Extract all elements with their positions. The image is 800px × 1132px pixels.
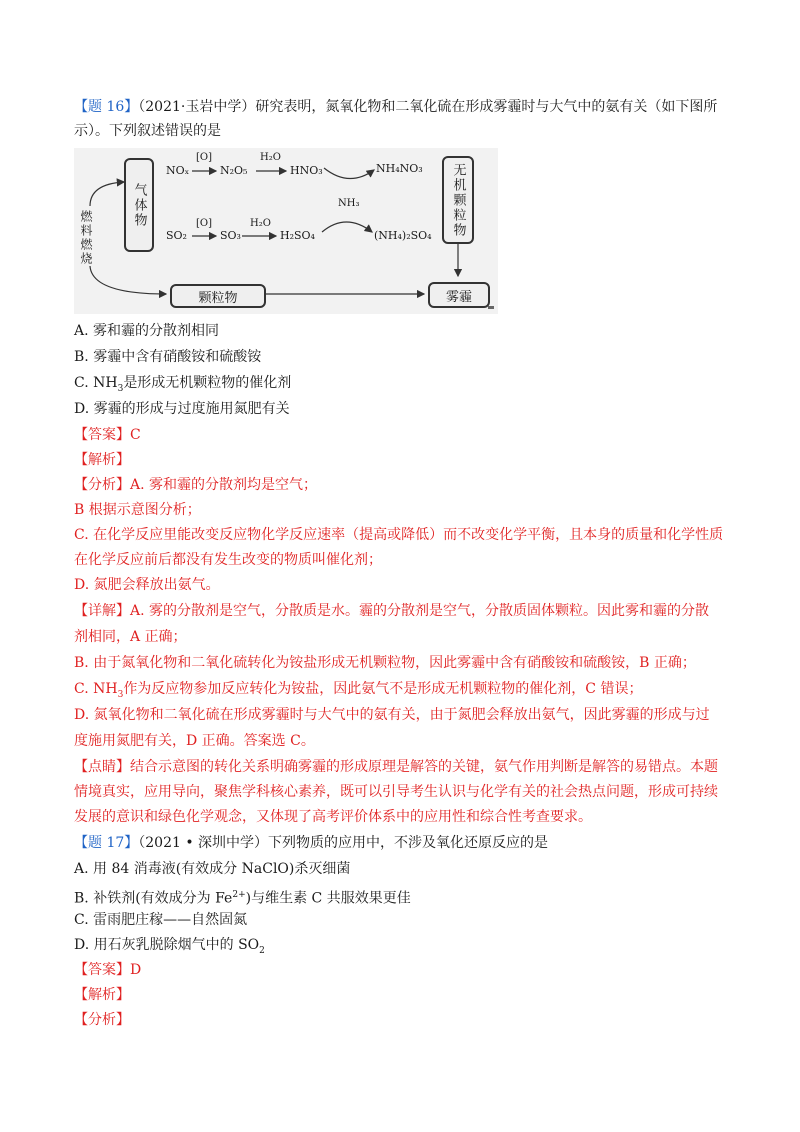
q16-analysis-4: 在化学反应前后都没有发生改变的物质叫催化剂； <box>74 552 382 568</box>
gas-box: 气体物 <box>124 158 154 252</box>
inorganic-particle-box: 无机颗粒物 <box>442 156 474 244</box>
q16-option-a: A. 雾和霾的分散剂相同 <box>74 323 220 339</box>
q17-option-d-sub: 2 <box>259 945 265 956</box>
q16-analysis-2: B 根据示意图分析； <box>74 502 201 518</box>
q16-option-c <box>74 374 291 398</box>
q17-jiexi: 【解析】 <box>74 987 130 1003</box>
q16-option-c-pre: C. NH <box>74 375 118 391</box>
water-label-1: H₂O <box>260 152 281 163</box>
q16-stem-text: （2021·玉岩中学）研究表明，氮氧化物和二氧化硫在形成雾霾时与大气中的氨有关（如下图所 <box>138 99 718 115</box>
q16-analysis-5: D. 氮肥会释放出氨气。 <box>74 577 220 593</box>
fuel-burning-label: 燃料燃烧 <box>79 210 93 266</box>
q17-option-b-post: )与维生素 C 共服效果更佳 <box>245 890 411 907</box>
particle-box: 颗粒物 <box>170 284 266 308</box>
q16-detail-1: 【详解】A. 雾的分散剂是空气，分散质是水。霾的分散剂是空气，分散质固体颗粒。因此雾和霾的分散 <box>74 603 710 619</box>
haze-box: 雾霾 <box>428 282 490 308</box>
q17-stem <box>74 834 548 852</box>
q16-analysis-1: 【分析】A. 雾和霾的分散剂均是空气； <box>74 477 318 493</box>
q16-detail-4: D. 氮氧化物和二氧化硫在形成雾霾时与大气中的氨有关，由于氮肥会释放出氨气，因此雾霾的形成与过 <box>74 707 710 723</box>
q16-detail-c <box>74 680 642 704</box>
q17-answer: 【答案】D <box>74 962 142 978</box>
q16-analysis-3: C. 在化学反应里能改变反应物化学反应速率（提高或降低）而不改变化学平衡，且本身的质量和化学性质 <box>74 527 724 543</box>
q16-option-b: B. 雾霾中含有硝酸铵和硫酸铵 <box>74 349 262 365</box>
hno3-formula: HNO₃ <box>290 164 323 177</box>
q17-option-d-pre: D. 用石灰乳脱除烟气中的 SO <box>74 937 260 953</box>
q16-dianjing-2: 情境真实，应用导向，聚焦学科核心素养，既可以引导考生认识与化学有关的社会热点问题，形成可持续 <box>74 784 718 800</box>
q17-option-a: A. 用 84 消毒液(有效成分 NaClO)杀灭细菌 <box>74 861 351 877</box>
nh4no3-formula: NH₄NO₃ <box>376 162 423 175</box>
q16-detail-c-post: 作为反应物参加反应转化为铵盐，因此氨气不是形成无机颗粒物的催化剂，C 错误； <box>123 681 643 697</box>
q16-answer: 【答案】C <box>74 427 141 443</box>
q16-detail-2: 剂相同，A 正确； <box>74 629 187 645</box>
n2o5-formula: N₂O₅ <box>220 164 248 177</box>
q16-stem-line1 <box>74 98 717 116</box>
q16-option-c-sub: 3 <box>117 383 124 394</box>
q16-option-c-post: 是形成无机颗粒物的催化剂 <box>123 375 292 391</box>
haze-formation-diagram <box>74 148 498 314</box>
q17-stem-text: （2021 • 深圳中学）下列物质的应用中，不涉及氧化还原反应的是 <box>138 835 549 851</box>
q16-detail-3: B. 由于氮氧化物和二氧化硫转化为铵盐形成无机颗粒物，因此雾霾中含有硝酸铵和硫酸铵，B 正确； <box>74 655 696 671</box>
oxidation-label-1: [O] <box>196 152 213 163</box>
q17-tag: 【题 17】 <box>74 835 139 851</box>
q16-dianjing-1: 【点睛】结合示意图的转化关系明确雾霾的形成原理是解答的关键，氨气作用判断是解答的易错点。本题 <box>74 759 718 775</box>
q16-jiexi: 【解析】 <box>74 452 130 468</box>
q17-option-b-pre: B. 补铁剂(有效成分为 Fe <box>74 890 233 907</box>
q16-detail-c-sub: 3 <box>117 689 124 700</box>
q17-option-b-sup: 2+ <box>232 890 246 900</box>
q16-tag: 【题 16】 <box>74 99 139 115</box>
q16-dianjing-3: 发展的意识和绿色化学观念，又体现了高考评价体系中的应用性和综合性考查要求。 <box>74 809 592 825</box>
q16-stem-line2: 示）。下列叙述错误的是 <box>74 123 221 139</box>
so3-formula: SO₃ <box>220 229 241 242</box>
q17-option-d <box>74 936 265 960</box>
water-label-2: H₂O <box>250 218 271 229</box>
q17-option-c: C. 雷雨肥庄稼——自然固氮 <box>74 912 248 928</box>
ammonia-label: NH₃ <box>338 198 360 209</box>
nh42so4-formula: (NH₄)₂SO₄ <box>374 229 432 242</box>
nox-formula: NOₓ <box>166 164 190 177</box>
q17-fenxi: 【分析】 <box>74 1012 130 1028</box>
q16-detail-5: 度施用氮肥有关，D 正确。答案选 C。 <box>74 733 315 749</box>
h2so4-formula: H₂SO₄ <box>280 229 315 242</box>
q17-option-b <box>74 886 411 908</box>
so2-formula: SO₂ <box>166 229 187 242</box>
q16-option-d: D. 雾霾的形成与过度施用氮肥有关 <box>74 401 290 417</box>
q16-detail-c-pre: C. NH <box>74 681 118 697</box>
oxidation-label-2: [O] <box>196 218 213 229</box>
